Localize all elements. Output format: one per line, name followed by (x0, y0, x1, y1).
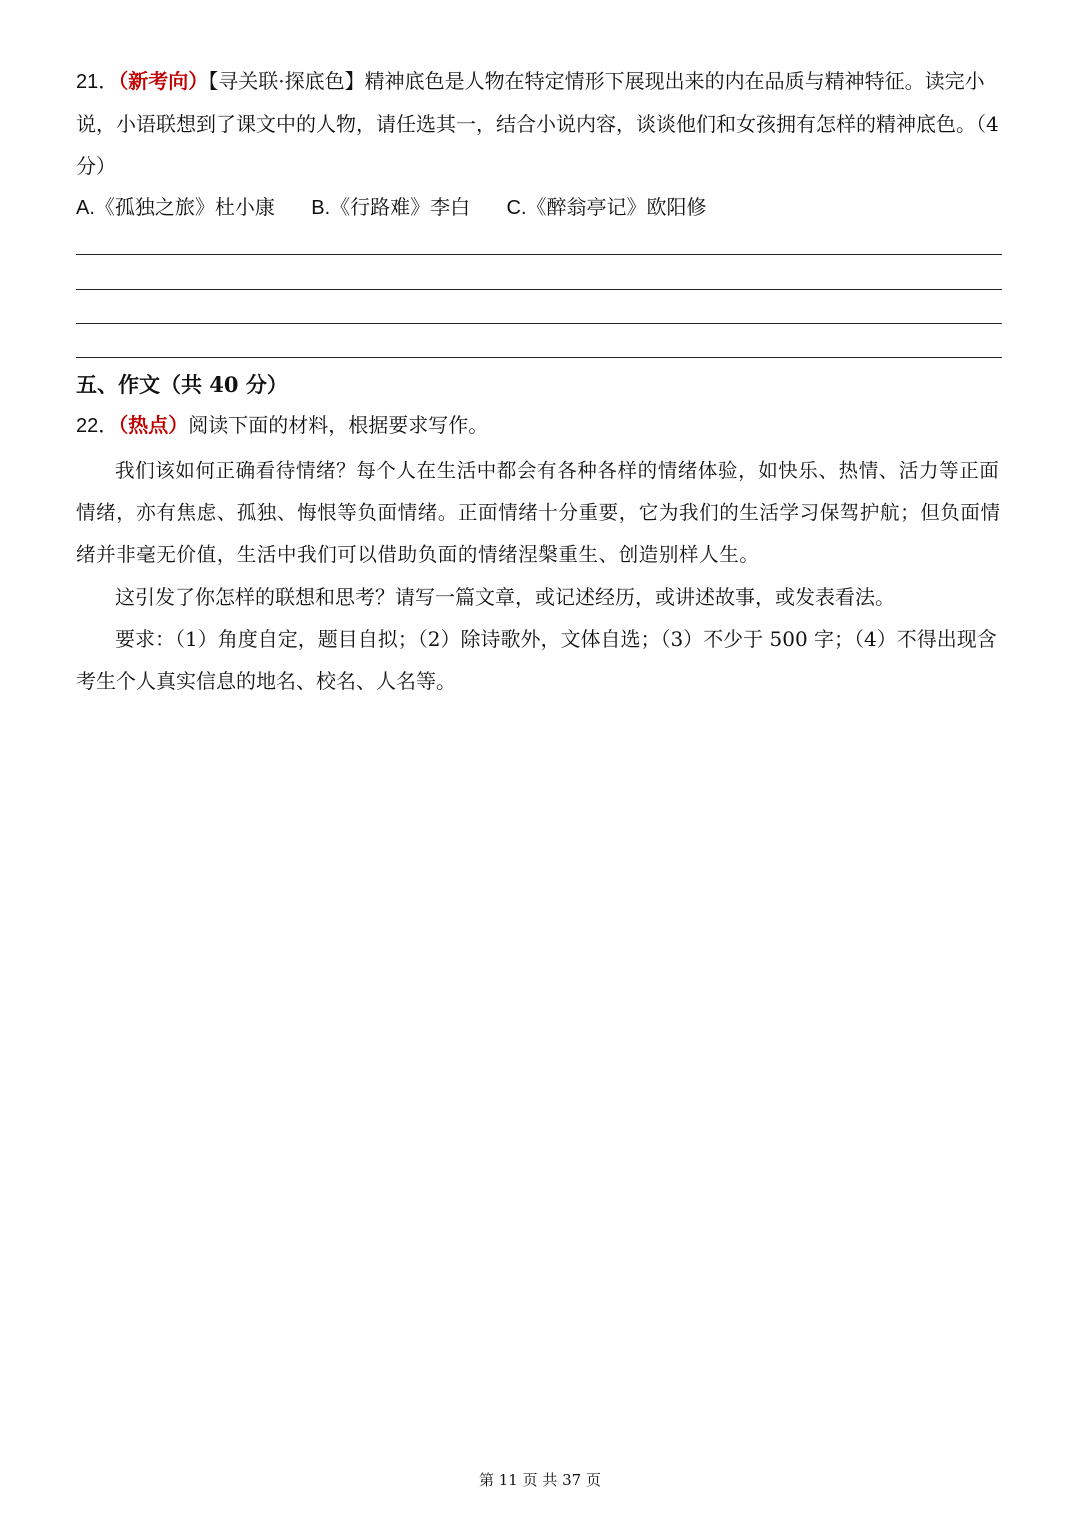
question-22-tag: （热点） (118, 413, 189, 437)
section-title: 五、作文（共 40 分） (76, 372, 288, 397)
question-21-text (76, 60, 1008, 187)
answer-line (76, 357, 1002, 358)
option-c-letter: C. (506, 197, 527, 219)
answer-line (76, 254, 1002, 255)
question-21-tag: （新考向） (118, 69, 209, 93)
option-a (76, 195, 275, 219)
option-b (311, 195, 470, 219)
question-21 (76, 60, 1008, 187)
option-b-text: 《行路难》李白 (330, 195, 471, 219)
answer-line (76, 323, 1002, 324)
option-c-text: 《醉翁亭记》欧阳修 (526, 195, 707, 219)
option-b-letter: B. (311, 197, 331, 219)
question-22 (76, 408, 488, 443)
question-22-number: 22． (76, 415, 119, 437)
question-21-lead: 【寻关联·探底色】 (208, 69, 365, 93)
page-footer: 第 11 页 共 37 页 (478, 1471, 601, 1489)
answer-line (76, 289, 1002, 290)
question-22-text: 阅读下面的材料，根据要求写作。 (188, 413, 489, 437)
writing-material: 我们该如何正确看待情绪？每个人在生活中都会有各种各样的情绪体验，如快乐、热情、活力等正面情绪，亦有焦虑、孤独、悔恨等负面情绪。正面情绪十分重要，它为我们的生活学习保驾护航；但负面情绪并非毫无价值，生活中我们可以借助负面的情绪涅槃重生、创造别样人生。 (76, 459, 1001, 566)
writing-requirements: 要求：（1）角度自定，题目自拟；（2）除诗歌外，文体自选；（3）不少于 500 字；（4）不得出现含考生个人真实信息的地名、校名、人名等。 (76, 627, 997, 693)
question-21-number: 21． (76, 71, 119, 93)
writing-prompt: 这引发了你怎样的联想和思考？请写一篇文章，或记述经历，或讲述故事，或发表看法。 (115, 585, 895, 609)
question-21-options (76, 190, 737, 225)
option-c (507, 195, 707, 219)
option-a-letter: A. (76, 197, 95, 219)
question-21-body: 精神底色是人物在特定情形下展现出来的内在品质与精神特征。读完小说，小语联想到了课文中的人物，请任选其一，结合小说内容，谈谈他们和女孩拥有怎样的精神底色。（4 分） (76, 69, 999, 178)
option-a-text: 《孤独之旅》杜小康 (94, 195, 275, 219)
